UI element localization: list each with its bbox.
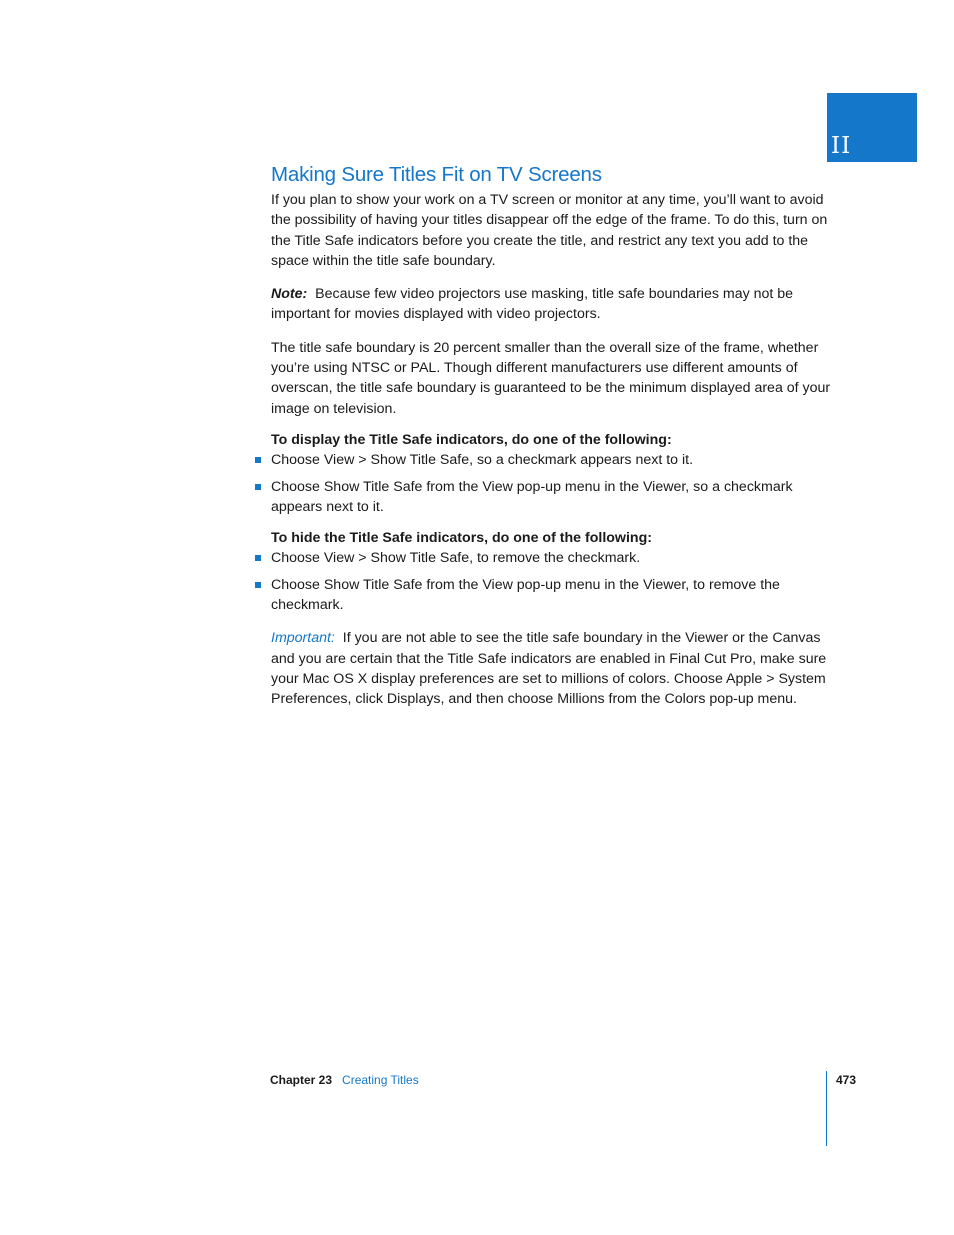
page-title: Making Sure Titles Fit on TV Screens [271,163,602,186]
display-list [271,450,831,517]
hide-lead: To hide the Title Safe indicators, do one of the following: [271,530,652,547]
important-paragraph [271,628,831,709]
intro-paragraph: If you plan to show your work on a TV screen or monitor at any time, you’ll want to avoid the possibility of having your titles disappear off the edge of the frame. To do this, turn on the Title Safe indicators before you create the title, and restrict any text you add to the space within the title safe boundary. [271,192,828,269]
note-label: Note: [271,286,308,303]
hide-list [271,548,831,615]
bullet-icon [255,457,261,463]
list-item [271,450,831,470]
bullet-icon [255,484,261,490]
page-number: 473 [836,1073,857,1087]
footer-chapter [270,1072,419,1088]
important-label: Important: [271,630,335,647]
list-item-text: Choose View > Show Title Safe, to remove the checkmark. [271,550,641,567]
note-paragraph [271,284,831,325]
chapter-name: Creating Titles [342,1073,419,1087]
list-item-text: Choose View > Show Title Safe, so a checkmark appears next to it. [271,452,694,469]
list-item [271,548,831,568]
list-item [271,575,831,616]
list-item-text: Choose Show Title Safe from the View pop-up menu in the Viewer, to remove the checkmark. [271,576,780,614]
list-item-text: Choose Show Title Safe from the View pop-up menu in the Viewer, so a checkmark appears next to it. [271,478,793,515]
bullet-icon [255,582,261,588]
display-lead: To display the Title Safe indicators, do one of the following: [271,431,672,448]
important-text: If you are not able to see the title safe boundary in the Viewer or the Canvas and you are certain that the Title Safe indicators are enabled in Final Cut Pro, make sure your Mac OS X display preferences are set to millions of colors. Choose Apple > System Preferences, click Displays, and then choose Millions from the Colors pop-up menu. [271,630,827,708]
footer-divider [826,1071,827,1146]
boundary-paragraph: The title safe boundary is 20 percent smaller than the overall size of the frame, whether you’re using NTSC or PAL. Though different manufacturers use different amounts of overscan, the title safe boundary is guaranteed to be the minimum displayed area of your image on television. [271,339,831,417]
bullet-icon [255,555,261,561]
section-tab-label: II [831,133,852,159]
note-text: Because few video projectors use masking, title safe boundaries may not be important for movies displayed with video projectors. [271,286,794,323]
page-content [271,160,831,710]
section-tab [827,93,917,162]
list-item [271,477,831,518]
chapter-number: Chapter 23 [270,1073,333,1087]
